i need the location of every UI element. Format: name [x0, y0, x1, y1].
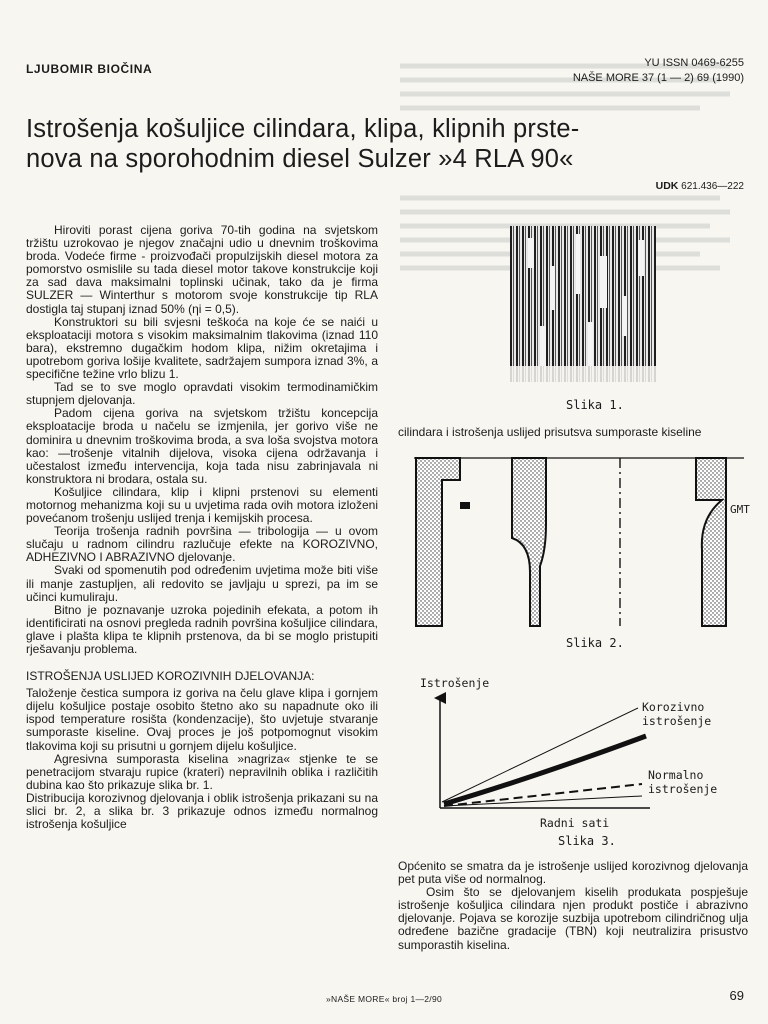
paragraph: Konstruktori su bili svjesni teškoća na koje će se naići u eksploataciji motora s visokim maksimalnim tlakovima (iznad 110 bara), ekstremno dugačkim hodom klipa, nižim okretajima i upotrebom goriva lošije kvalitete, sadržajem sumpora iznad 3%, a specifične težine vrlo blizu 1.: [26, 314, 378, 382]
footer-journal: »NAŠE MORE« broj 1—2/90: [325, 994, 443, 1004]
paragraph: Agresivna sumporasta kiselina »nagriza« stjenke te se penetracijom stvaraju rupice (krateri) nepravilnih oblika i različitih dubina kao što prikazuje slika br. 1.: [26, 751, 378, 792]
normal-wear-label-line1: Normalno: [648, 768, 704, 782]
article-title: [26, 114, 746, 174]
issn: YU ISSN 0469-6255: [644, 57, 744, 69]
corroded-surface-photo: [510, 226, 656, 382]
normal-wear-label-line2: istrošenje: [648, 782, 718, 796]
paragraph: Padom cijena goriva na svjetskom tržištu koncepcija eksploatacije broda u načelu se izmjenila, jer gorivo više ne dominira u dnevnim troškovima broda, a sva loša svojstva motora kao: —trošenje vitalnih dijelova, visoka cijena održavanja i učestalost između intervencija, koja tada nisu zabrinjavala ni konstruktora ni brodara, ostala su.: [26, 406, 378, 486]
author-name: LJUBOMIR BIOČINA: [26, 62, 153, 76]
figure-1-caption: Slika 1.: [566, 398, 624, 412]
liner-section-middle: [512, 458, 546, 626]
paragraph: Općenito se smatra da je istrošenje uslijed korozivnog djelovanja pet puta više od normalnog.: [398, 859, 748, 887]
paragraph: Taloženje čestica sumpora iz goriva na čelu glave klipa i gornjem dijelu košuljice postaje osobito štetno ako su napadnute oko ili ispod temperature rosišta (kondenzacije), što uvjetuje stvaranje sumporaste kiseline. Ovaj proces je još potpomognut visokim tlakovima koji su prisutni u gornjem dijelu košuljice.: [26, 686, 378, 753]
section-heading: ISTROŠENJA USLIJED KOROZIVNIH DJELOVANJA:: [26, 669, 315, 684]
paragraph: Osim što se djelovanjem kiselih produkata pospješuje istrošenje košuljica cilindara njen produkt postiče i abrazivno djelovanje. Pojava se korozije suzbija upotrebom cilindričnog ulja određene bazične gradacije (TBN) koji neutralizira prisustvo sumporastih kiselina.: [398, 885, 748, 952]
page-number: 69: [729, 988, 744, 1003]
journal-meta: [573, 56, 744, 86]
right-column-text: [398, 860, 748, 952]
udk-value: 621.436—222: [681, 181, 744, 192]
normal-wear-label: [648, 768, 717, 796]
ring-mark: [460, 502, 470, 509]
liner-section-left: [416, 458, 460, 626]
x-axis-label: Radni sati: [540, 816, 610, 830]
figure-3-caption: Slika 3.: [558, 834, 616, 848]
journal-reference: NAŠE MORE 37 (1 — 2) 69 (1990): [572, 72, 744, 84]
paragraph: Bitno je poznavanje uzroka pojedinih efekata, a potom ih identificirati na osnovi pregleda radnih površina košuljice cilindara, glave i plašta klipa te klipnih prstenova, da bi se moglo pristupiti rješavanju problema.: [26, 602, 378, 656]
upper-reference-line: [442, 708, 638, 802]
paragraph: Hiroviti porast cijena goriva 70-tih godina na svjetskom tržištu uzrokovao je njegov značajni udio u dnevnim troškovima broda. Vodeće firme - proizvođači propulzijskih diesel motora za pomorstvo osmislile su tada diesel motor takove konstrukcije koji za sad dava maksimalni toplinski učinak, tako da je firma SULZER — Winterthur s motorom svoje konstrukcije tip RLA dostigla taj stupanj iznad 50% (ηi = 0,5).: [26, 223, 378, 316]
udk-label: UDK: [655, 180, 679, 192]
udk-classification: [656, 180, 744, 192]
corrosive-wear-label-line1: Korozivno: [642, 700, 705, 714]
paragraph: Distribucija korozivnog djelovanja i oblik istrošenja prikazani su na slici br. 2, a slika br. 3 prikazuje odnos između normalnog istrošenja košuljice: [26, 790, 378, 832]
y-axis-label: Istrošenje: [420, 676, 490, 690]
paragraph: Tad se to sve moglo opravdati visokim termodinamičkim stupnjem djelovanja.: [26, 380, 378, 408]
title-line-1: Istrošenja košuljice cilindara, klipa, klipnih prste-: [26, 115, 580, 143]
continued-text: cilindara i istrošenja uslijed prisutsva sumporaste kiseline: [398, 425, 702, 439]
left-column: [26, 224, 378, 831]
paragraph: Košuljice cilindara, klip i klipni prstenovi su elementi motornog mehanizma koji su u uvjetima rada ovih motora izloženi povećanom trošenju uslijed trenja i kemijskih procesa.: [26, 484, 378, 526]
paragraph: Teorija trošenja radnih površina — tribologija — u ovom slučaju u radnom cilindru razlučuje efekte na KOROZIVNO, ADHEZIVNO I ABRAZIVNO djelovanje.: [26, 524, 378, 565]
title-line-2: nova na sporohodnim diesel Sulzer »4 RLA 90«: [26, 145, 574, 173]
corrosive-wear-label-line2: istrošenje: [642, 714, 712, 728]
paragraph: Svaki od spomenutih pod određenim uvjetima može biti više ili manje zastupljen, ali redovito se javljaju u sprezi, pa im se učinci kumuliraju.: [26, 563, 378, 604]
liner-section-right: [696, 458, 726, 626]
gmt-label: GMT: [730, 503, 750, 516]
liner-wear-diagram: [414, 454, 744, 630]
figure-2-caption: Slika 2.: [566, 636, 624, 650]
corrosive-wear-label: [642, 700, 711, 728]
